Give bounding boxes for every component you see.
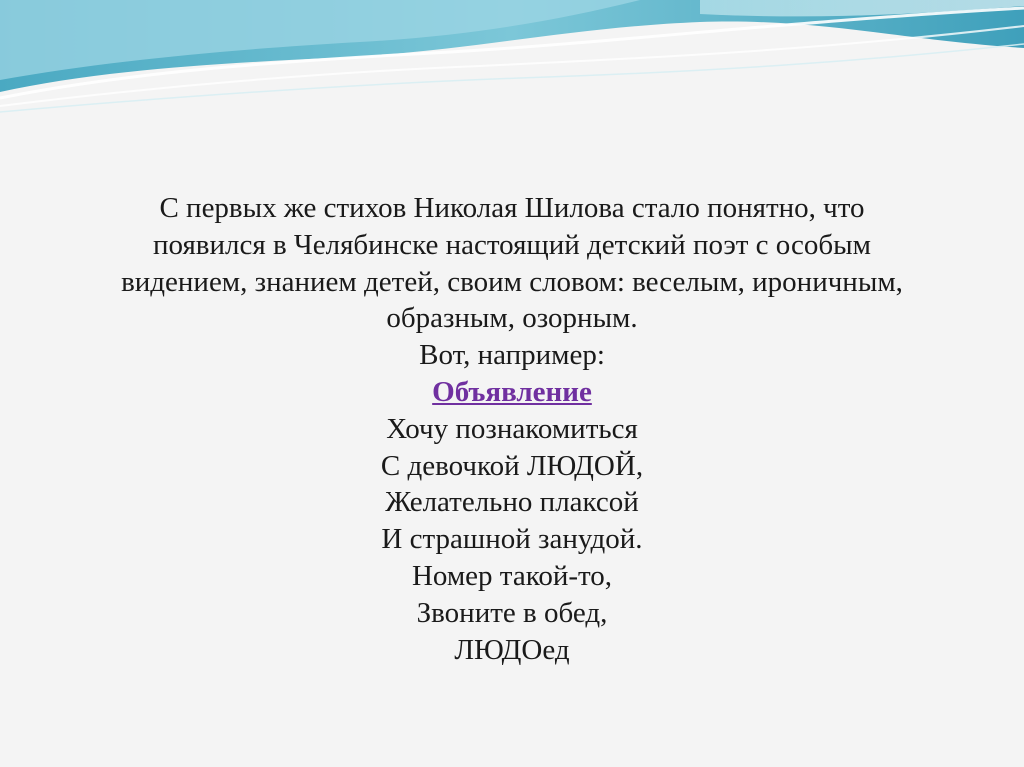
poem-line: И страшной занудой. — [381, 523, 643, 556]
poem-line: Желательно плаксой — [385, 486, 639, 519]
poem-title: Объявление — [432, 375, 592, 408]
intro-line: видением, знанием детей, своим словом: веселым, ироничным, — [121, 265, 903, 298]
poem-line: ЛЮДОед — [454, 633, 570, 666]
poem-line: Звоните в обед, — [416, 596, 608, 629]
lead-line: Вот, например: — [419, 339, 605, 372]
slide-text — [40, 190, 984, 668]
poem-line: С девочкой ЛЮДОЙ, — [380, 449, 644, 482]
decorative-wave-header — [0, 0, 1024, 120]
poem-line: Номер такой-то, — [411, 559, 613, 592]
intro-line: появился в Челябинске настоящий детский поэт с особым — [153, 228, 871, 261]
intro-line: С первых же стихов Николая Шилова стало понятно, что — [159, 192, 865, 224]
poem-line: Хочу познакомиться — [386, 412, 638, 445]
intro-line: образным, озорным. — [386, 302, 638, 335]
